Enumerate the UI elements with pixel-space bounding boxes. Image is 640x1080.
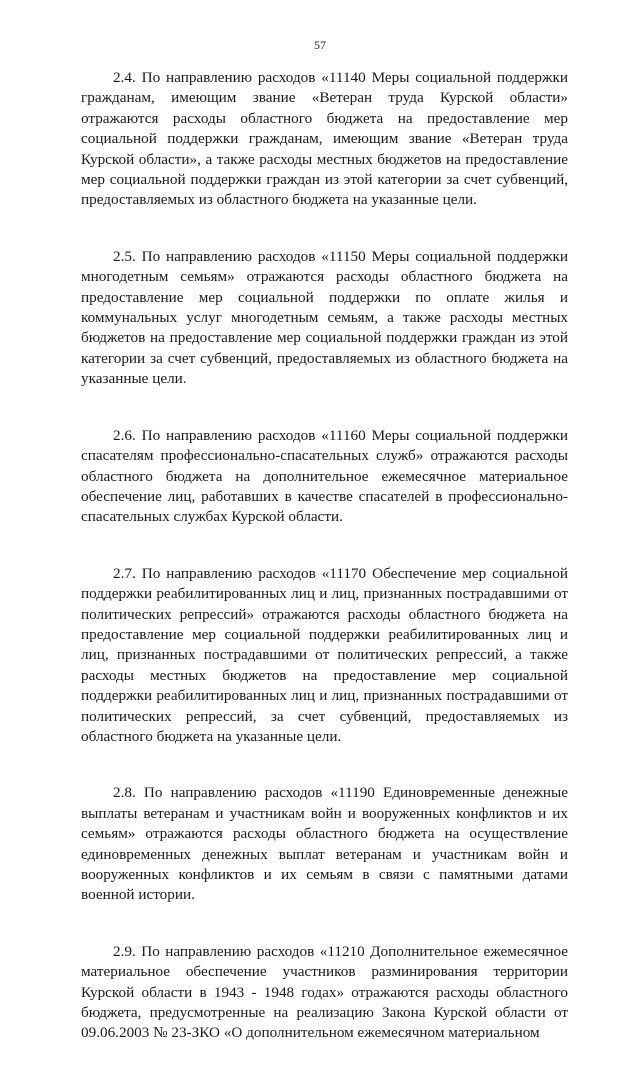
paragraph-2-5: 2.5. По направлению расходов «11150 Меры социальной поддержки многодетным семьям» отражаются расходы областного бюджета на предоставление мер социальной поддержки по оплате жилья и коммунальных услуг многодетным семьям, а также расходы местных бюджетов на предоставление мер социальной поддержки граждан из этой категории за счет субвенций, предоставляемых из областного бюджета на указанные цели. [81, 247, 568, 388]
paragraph-2-7: 2.7. По направлению расходов «11170 Обеспечение мер социальной поддержки реабилитированных лиц и лиц, признанных пострадавшими от политических репрессий» отражаются расходы областного бюджета на предоставление мер социальной поддержки реабилитированных лиц и лиц, признанных пострадавшими от политических репрессий, а также расходы местных бюджетов на предоставление мер социальной поддержки реабилитированных лиц и лиц, признанных пострадавшими от политических репрессий, за счет субвенций, предоставляемых из областного бюджета на указанные цели. [81, 564, 568, 745]
paragraph-2-6: 2.6. По направлению расходов «11160 Меры социальной поддержки спасателям профессионально-спасательных служб» отражаются расходы областного бюджета на дополнительное ежемесячное материальное обеспечение лиц, работавших в качестве спасателей в профессионально-спасательных службах Курской области. [81, 426, 568, 526]
paragraph-2-8: 2.8. По направлению расходов «11190 Единовременные денежные выплаты ветеранам и участникам войн и вооруженных конфликтов и их семьям» отражаются расходы областного бюджета на осуществление единовременных денежных выплат ветеранам и участникам войн и вооруженных конфликтов и их семьям в связи с памятными датами военной истории. [81, 784, 568, 904]
document-body [81, 68, 568, 1080]
page-number: 57 [314, 38, 326, 52]
paragraph-2-4: 2.4. По направлению расходов «11140 Меры социальной поддержки гражданам, имеющим звание «Ветеран труда Курской области» отражаются расходы областного бюджета на предоставление мер социальной поддержки гражданам, имеющим звание «Ветеран труда Курской области», а также расходы местных бюджетов на предоставление мер социальной поддержки граждан из этой категории за счет субвенций, предоставляемых из областного бюджета на указанные цели. [81, 69, 568, 209]
paragraph-2-9: 2.9. По направлению расходов «11210 Дополнительное ежемесячное материальное обеспечение участников разминирования территории Курской области в 1943 - 1948 годах» отражаются расходы областного бюджета, предусмотренные на реализацию Закона Курской области от 09.06.2003 № 23-ЗКО «О дополнительном ежемесячном материальном [81, 942, 568, 1042]
